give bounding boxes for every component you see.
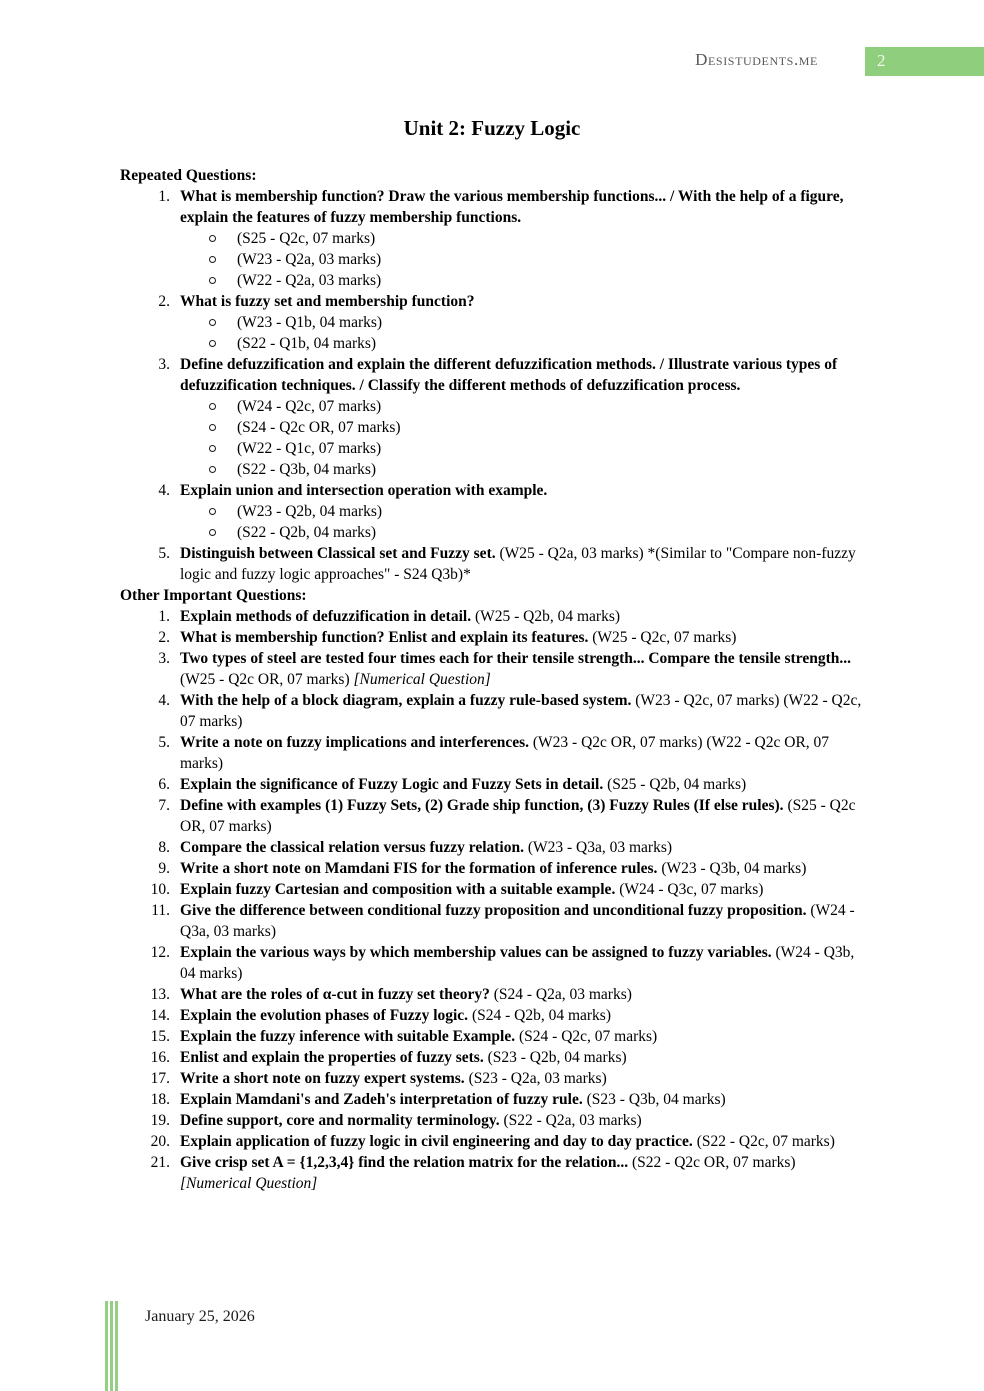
question-item xyxy=(120,480,866,543)
question-item xyxy=(120,984,866,1005)
question-item xyxy=(120,837,866,858)
question-marks: (S24 - Q2c, 07 marks) xyxy=(519,1028,658,1045)
question-item xyxy=(120,627,866,648)
question-marks: (W25 - Q2c, 07 marks) xyxy=(592,629,737,646)
footer-date: January 25, 2026 xyxy=(145,1308,255,1325)
marks-text: (W23 - Q2a, 03 marks) xyxy=(237,251,382,268)
marks-text: (S22 - Q3b, 04 marks) xyxy=(237,461,377,478)
circle-bullet-icon xyxy=(209,340,216,347)
question-text: Write a short note on fuzzy expert systems. xyxy=(180,1070,465,1087)
page-number: 2 xyxy=(877,51,886,70)
marks-subitem xyxy=(180,417,866,438)
question-text: Explain application of fuzzy logic in civil engineering and day to day practice. xyxy=(180,1133,693,1150)
marks-sublist xyxy=(180,312,866,354)
question-marks: (S22 - Q2c OR, 07 marks) xyxy=(632,1154,796,1171)
circle-bullet-icon xyxy=(209,235,216,242)
question-marks: (W25 - Q2a, 03 marks) *(Similar to "Compare non-fuzzy logic and fuzzy logic approaches" - S24 Q3b)* xyxy=(180,545,856,583)
question-text: Write a note on fuzzy implications and interferences. xyxy=(180,734,529,751)
question-marks: (S24 - Q2a, 03 marks) xyxy=(493,986,632,1003)
question-text: Write a short note on Mamdani FIS for the formation of inference rules. xyxy=(180,860,658,877)
question-text: Two types of steel are tested four times each for their tensile strength... Compare the tensile strength... xyxy=(180,650,851,667)
question-item xyxy=(120,690,866,732)
marks-subitem xyxy=(180,228,866,249)
marks-subitem xyxy=(180,459,866,480)
marks-text: (W23 - Q1b, 04 marks) xyxy=(237,314,383,331)
question-text: Explain union and intersection operation with example. xyxy=(180,482,548,499)
question-text: Distinguish between Classical set and Fuzzy set. xyxy=(180,545,496,562)
question-number: 9. xyxy=(158,860,170,877)
question-item xyxy=(120,543,866,585)
question-number: 1. xyxy=(158,188,170,205)
marks-subitem xyxy=(180,522,866,543)
question-number: 10. xyxy=(150,881,170,898)
circle-bullet-icon xyxy=(209,508,216,515)
question-marks: (W24 - Q3c, 07 marks) xyxy=(619,881,764,898)
question-number: 7. xyxy=(158,797,170,814)
page-number-badge xyxy=(865,47,984,76)
circle-bullet-icon xyxy=(209,277,216,284)
question-item xyxy=(120,354,866,480)
question-number: 20. xyxy=(150,1133,170,1150)
marks-text: (S24 - Q2c OR, 07 marks) xyxy=(237,419,401,436)
question-item xyxy=(120,1047,866,1068)
footer-accent-bars xyxy=(105,1301,118,1391)
question-item xyxy=(120,291,866,354)
question-item xyxy=(120,732,866,774)
question-item xyxy=(120,858,866,879)
question-item xyxy=(120,795,866,837)
question-marks: (S25 - Q2b, 04 marks) xyxy=(607,776,747,793)
marks-subitem xyxy=(180,501,866,522)
question-text: Explain fuzzy Cartesian and composition with a suitable example. xyxy=(180,881,616,898)
question-item xyxy=(120,1110,866,1131)
question-text: Explain methods of defuzzification in detail. xyxy=(180,608,472,625)
question-text: Explain the evolution phases of Fuzzy logic. xyxy=(180,1007,469,1024)
question-item xyxy=(120,606,866,627)
question-number: 2. xyxy=(158,293,170,310)
question-number: 17. xyxy=(150,1070,170,1087)
question-marks: (W24 - Q3b, 04 marks) xyxy=(180,944,855,982)
marks-subitem xyxy=(180,396,866,417)
question-number: 6. xyxy=(158,776,170,793)
question-number: 4. xyxy=(158,482,170,499)
question-marks: (W25 - Q2c OR, 07 marks) xyxy=(180,671,350,688)
marks-text: (W22 - Q1c, 07 marks) xyxy=(237,440,382,457)
question-number: 5. xyxy=(158,734,170,751)
question-item xyxy=(120,900,866,942)
marks-subitem xyxy=(180,333,866,354)
section-heading: Repeated Questions: xyxy=(120,167,257,184)
marks-subitem xyxy=(180,249,866,270)
question-item xyxy=(120,942,866,984)
question-item xyxy=(120,1089,866,1110)
circle-bullet-icon xyxy=(209,403,216,410)
question-text: With the help of a block diagram, explain a fuzzy rule-based system. xyxy=(180,692,632,709)
question-text: Explain the significance of Fuzzy Logic and Fuzzy Sets in detail. xyxy=(180,776,604,793)
marks-text: (S22 - Q2b, 04 marks) xyxy=(237,524,377,541)
question-number: 21. xyxy=(150,1154,170,1171)
circle-bullet-icon xyxy=(209,319,216,326)
marks-text: (S22 - Q1b, 04 marks) xyxy=(237,335,377,352)
circle-bullet-icon xyxy=(209,445,216,452)
question-item xyxy=(120,1131,866,1152)
question-note: [Numerical Question] xyxy=(180,1175,318,1192)
question-text: Give crisp set A = {1,2,3,4} find the relation matrix for the relation... xyxy=(180,1154,629,1171)
question-number: 3. xyxy=(158,356,170,373)
question-number: 15. xyxy=(150,1028,170,1045)
question-marks: (W24 - Q3a, 03 marks) xyxy=(180,902,855,940)
question-marks: (S24 - Q2b, 04 marks) xyxy=(471,1007,611,1024)
question-marks: (W23 - Q2c OR, 07 marks) (W22 - Q2c OR, 07 marks) xyxy=(180,734,830,772)
question-number: 18. xyxy=(150,1091,170,1108)
question-item xyxy=(120,774,866,795)
marks-text: (S25 - Q2c, 07 marks) xyxy=(237,230,376,247)
question-number: 3. xyxy=(158,650,170,667)
question-number: 4. xyxy=(158,692,170,709)
question-marks: (W23 - Q3a, 03 marks) xyxy=(527,839,673,856)
circle-bullet-icon xyxy=(209,256,216,263)
question-number: 11. xyxy=(151,902,170,919)
question-item xyxy=(120,186,866,291)
question-marks: (W23 - Q2c, 07 marks) (W22 - Q2c, 07 marks) xyxy=(180,692,862,730)
question-text: Explain the various ways by which membership values can be assigned to fuzzy variables. xyxy=(180,944,772,961)
question-text: Compare the classical relation versus fuzzy relation. xyxy=(180,839,524,856)
marks-subitem xyxy=(180,270,866,291)
question-item xyxy=(120,879,866,900)
section-heading: Other Important Questions: xyxy=(120,587,307,604)
question-text: Define with examples (1) Fuzzy Sets, (2) Grade ship function, (3) Fuzzy Rules (If else rules). xyxy=(180,797,784,814)
question-item xyxy=(120,648,866,690)
question-text: Define defuzzification and explain the different defuzzification methods. / Illustrate various types of defuzzification techniques. / Classify the different methods of defuzzification process. xyxy=(180,356,838,394)
question-list xyxy=(120,606,866,1194)
marks-text: (W24 - Q2c, 07 marks) xyxy=(237,398,382,415)
page-title: Unit 2: Fuzzy Logic xyxy=(403,116,581,140)
question-marks: (S25 - Q2c OR, 07 marks) xyxy=(180,797,856,835)
question-marks: (S23 - Q2a, 03 marks) xyxy=(468,1070,607,1087)
question-marks: (S23 - Q2b, 04 marks) xyxy=(487,1049,627,1066)
question-note: [Numerical Question] xyxy=(353,671,491,688)
marks-sublist xyxy=(180,396,866,480)
circle-bullet-icon xyxy=(209,424,216,431)
marks-sublist xyxy=(180,228,866,291)
marks-text: (W23 - Q2b, 04 marks) xyxy=(237,503,383,520)
question-item xyxy=(120,1005,866,1026)
marks-sublist xyxy=(180,501,866,543)
question-marks: (W25 - Q2b, 04 marks) xyxy=(474,608,621,625)
marks-subitem xyxy=(180,312,866,333)
question-number: 19. xyxy=(150,1112,170,1129)
question-marks: (W23 - Q3b, 04 marks) xyxy=(661,860,807,877)
question-item xyxy=(120,1026,866,1047)
question-text: What are the roles of α-cut in fuzzy set theory? xyxy=(180,986,490,1003)
question-number: 5. xyxy=(158,545,170,562)
circle-bullet-icon xyxy=(209,529,216,536)
question-number: 12. xyxy=(150,944,170,961)
question-text: Give the difference between conditional fuzzy proposition and unconditional fuzzy proposition. xyxy=(180,902,807,919)
question-text: What is fuzzy set and membership function? xyxy=(180,293,475,310)
question-item xyxy=(120,1152,866,1194)
question-number: 8. xyxy=(158,839,170,856)
question-text: Explain the fuzzy inference with suitable Example. xyxy=(180,1028,516,1045)
circle-bullet-icon xyxy=(209,466,216,473)
question-marks: (S23 - Q3b, 04 marks) xyxy=(586,1091,726,1108)
question-lists xyxy=(120,165,866,1194)
question-number: 2. xyxy=(158,629,170,646)
question-list xyxy=(120,186,866,585)
question-text: Explain Mamdani's and Zadeh's interpretation of fuzzy rule. xyxy=(180,1091,583,1108)
question-number: 13. xyxy=(150,986,170,1003)
question-text: Define support, core and normality terminology. xyxy=(180,1112,500,1129)
question-marks: (S22 - Q2a, 03 marks) xyxy=(503,1112,642,1129)
question-number: 1. xyxy=(158,608,170,625)
question-marks: (S22 - Q2c, 07 marks) xyxy=(696,1133,835,1150)
question-number: 16. xyxy=(150,1049,170,1066)
question-text: Enlist and explain the properties of fuzzy sets. xyxy=(180,1049,484,1066)
marks-text: (W22 - Q2a, 03 marks) xyxy=(237,272,382,289)
question-number: 14. xyxy=(150,1007,170,1024)
site-name: Desistudents.me xyxy=(695,50,818,69)
question-text: What is membership function? Draw the various membership functions... / With the help of a figure, explain the features of fuzzy membership functions. xyxy=(180,188,844,226)
question-item xyxy=(120,1068,866,1089)
question-text: What is membership function? Enlist and explain its features. xyxy=(180,629,589,646)
marks-subitem xyxy=(180,438,866,459)
